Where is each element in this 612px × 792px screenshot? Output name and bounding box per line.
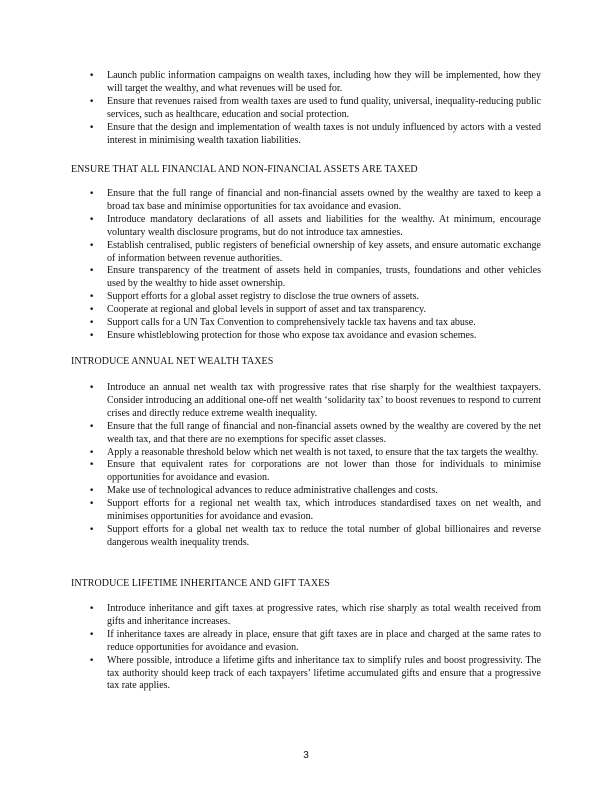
list-item-text: Establish centralised, public registers of beneficial ownership of key assets, and ensure automatic exchange of information between revenue authorities. <box>107 239 541 264</box>
section-bullet-list <box>89 603 541 693</box>
section-bullet-list <box>89 382 541 550</box>
list-item <box>89 188 541 214</box>
list-item-text: Make use of technological advances to reduce administrative challenges and costs. <box>107 485 438 497</box>
list-item <box>89 70 541 96</box>
bullet-icon: • <box>89 214 95 225</box>
list-item-text: Launch public information campaigns on wealth taxes, including how they will be implemented, how they will target the wealthy, and what revenues will be used for. <box>107 70 541 94</box>
list-item-text: Ensure transparency of the treatment of assets held in companies, trusts, foundations and other vehicles used by the wealthy to hide asset ownership. <box>107 265 541 290</box>
list-item-text: Ensure whistleblowing protection for those who expose tax avoidance and evasion schemes. <box>107 329 477 341</box>
list-item <box>89 629 541 655</box>
list-item <box>89 524 541 550</box>
bullet-icon: • <box>89 189 95 199</box>
bullet-icon: • <box>89 305 95 316</box>
list-item <box>89 498 541 524</box>
bullet-icon: • <box>89 499 95 510</box>
list-item <box>89 265 541 291</box>
list-item <box>89 330 541 343</box>
bullet-icon: • <box>89 421 95 432</box>
list-item <box>89 485 541 498</box>
list-item <box>89 122 541 148</box>
list-item-text: Ensure that equivalent rates for corporations are not lower than those for individuals to minimise opportunities for avoidance and evasion. <box>107 459 541 484</box>
list-item <box>89 603 541 629</box>
bullet-icon: • <box>89 383 95 393</box>
list-item-text: Ensure that the design and implementation of wealth taxes is not unduly influenced by actors with a vested interest in minimising wealth taxation liabilities. <box>107 121 541 146</box>
list-item-text: Where possible, introduce a lifetime gifts and inheritance tax to simplify rules and boost progressivity. The tax authority should keep track of each taxpayers’ lifetime accumulated gifts and ensure that a progressive tax rate applies. <box>107 654 541 692</box>
bullet-icon: • <box>89 486 95 497</box>
list-item <box>89 459 541 485</box>
list-item <box>89 291 541 304</box>
list-item <box>89 317 541 330</box>
list-item-text: Cooperate at regional and global levels in support of asset and tax transparency. <box>107 304 426 316</box>
list-item-text: Apply a reasonable threshold below which net wealth is not taxed, to ensure that the tax targets the wealthy. <box>107 446 539 458</box>
intro-bullet-list <box>89 70 541 147</box>
bullet-icon: • <box>89 447 95 458</box>
bullet-icon: • <box>89 655 95 666</box>
bullet-icon: • <box>89 604 95 614</box>
list-item-text: Support efforts for a global asset registry to disclose the true owners of assets. <box>107 291 419 303</box>
list-item-text: Introduce inheritance and gift taxes at progressive rates, which rise sharply as total wealth received from gifts and inheritance increases. <box>107 603 541 627</box>
list-item-text: Support efforts for a regional net wealth tax, which introduces standardised taxes on net wealth, and minimises opportunities for avoidance and evasion. <box>107 498 541 523</box>
list-item <box>89 655 541 694</box>
list-item-text: Support efforts for a global net wealth tax to reduce the total number of global billionaires and reverse dangerous wealth inequality trends. <box>107 523 541 548</box>
section-annual-net-wealth <box>71 356 541 548</box>
list-item-text: Ensure that the full range of financial and non-financial assets owned by the wealthy are covered by the net wealth tax, and that there are no exemptions for specific asset classes. <box>107 420 541 445</box>
section-heading: INTRODUCE ANNUAL NET WEALTH TAXES <box>71 356 274 367</box>
list-item-text: Introduce an annual net wealth tax with progressive rates that rise sharply for the wealthiest taxpayers. Consider introducing an additional one-off net wealth ‘solidarity tax’ to boost revenues to respond to current crises and directly reduce extreme wealth inequality. <box>107 382 541 419</box>
bullet-icon: • <box>89 460 95 471</box>
list-item-text: Introduce mandatory declarations of all assets and liabilities for the wealthy. At minimum, encourage voluntary wealth disclosure programs, but do not introduce tax amnesties. <box>107 213 541 238</box>
section-inheritance-gift <box>71 578 541 692</box>
list-item <box>89 96 541 122</box>
section-heading: ENSURE THAT ALL FINANCIAL AND NON-FINANCIAL ASSETS ARE TAXED <box>71 164 418 175</box>
list-item <box>89 240 541 266</box>
section-heading: INTRODUCE LIFETIME INHERITANCE AND GIFT TAXES <box>71 578 330 589</box>
bullet-icon: • <box>89 292 95 303</box>
section-bullet-list <box>89 188 541 343</box>
list-item <box>89 447 541 460</box>
bullet-icon: • <box>89 71 95 81</box>
section-assets <box>71 164 541 341</box>
bullet-icon: • <box>89 240 95 251</box>
bullet-icon: • <box>89 96 95 107</box>
list-item-text: Ensure that revenues raised from wealth taxes are used to fund quality, universal, inequality-reducing public services, such as healthcare, education and social protection. <box>107 95 541 120</box>
bullet-icon: • <box>89 318 95 329</box>
bullet-icon: • <box>89 330 95 341</box>
list-item <box>89 382 541 421</box>
bullet-icon: • <box>89 266 95 277</box>
bullet-icon: • <box>89 524 95 535</box>
page-number: 3 <box>303 750 309 761</box>
list-item <box>89 214 541 240</box>
list-item-text: If inheritance taxes are already in place, ensure that gift taxes are in place and charged at the same rates to reduce opportunities for avoidance and evasion. <box>107 628 541 653</box>
list-item <box>89 421 541 447</box>
bullet-icon: • <box>89 122 95 133</box>
bullet-icon: • <box>89 629 95 640</box>
list-item <box>89 304 541 317</box>
list-item-text: Support calls for a UN Tax Convention to comprehensively tackle tax havens and tax abuse. <box>107 317 476 329</box>
list-item-text: Ensure that the full range of financial and non-financial assets owned by the wealthy are taxed to keep a broad tax base and minimise opportunities for tax avoidance and evasion. <box>107 188 541 212</box>
